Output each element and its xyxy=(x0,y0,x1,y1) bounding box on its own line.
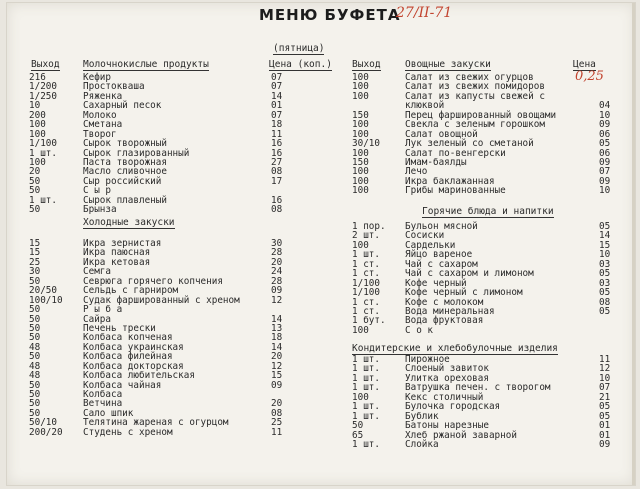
dairy-item-qty: 1 шт. xyxy=(29,147,57,159)
dairy-item-name: Кефир xyxy=(83,72,111,83)
dairy-item-qty: 10 xyxy=(29,100,41,112)
cold-item-price: 08 xyxy=(271,407,283,419)
confect-item-name: Кекс столичный xyxy=(405,391,484,403)
cold-item-qty: 30 xyxy=(29,266,41,278)
confect-item-name: Хлеб ржаной заварной xyxy=(405,429,517,441)
veg-qty-column xyxy=(352,73,380,196)
veg-item-price: 10 xyxy=(599,185,611,197)
cold-item-qty: 48 xyxy=(29,341,41,353)
cold-name-column xyxy=(83,239,240,437)
cold-item-qty: 25 xyxy=(29,256,41,268)
hot-item-qty: 100 xyxy=(352,239,369,251)
hot-item-price: 03 xyxy=(599,277,611,289)
confect-item-qty: 1 шт. xyxy=(352,438,380,450)
cold-item-name: Колбаса любительская xyxy=(83,370,195,382)
confect-item-qty: 50 xyxy=(352,420,364,432)
hot-item-price xyxy=(599,326,610,335)
confect-item-price: 11 xyxy=(599,354,611,365)
right-qty-header: Выход xyxy=(352,59,381,70)
dairy-item-qty: 1/200 xyxy=(29,81,57,93)
dairy-item-name: Масло сливочное xyxy=(83,166,167,178)
confect-item-name: Бублик xyxy=(405,410,439,422)
dairy-item-name: Сыр российский xyxy=(83,175,162,187)
confect-item-price: 09 xyxy=(599,438,611,450)
left-qty-header: Выход xyxy=(31,59,60,70)
veg-name-column xyxy=(405,73,556,196)
hot-item-price: 14 xyxy=(599,230,611,242)
dairy-item-price: 16 xyxy=(271,138,283,150)
confect-item-price: 01 xyxy=(599,420,611,432)
hot-item-name: Яйцо вареное xyxy=(405,249,473,261)
hot-item-name: Кофе черный xyxy=(405,277,467,289)
menu-title: МЕНЮ БУФЕТА xyxy=(259,6,401,24)
confect-item-qty: 100 xyxy=(352,391,369,403)
dairy-item-name: Творог xyxy=(83,128,117,140)
cold-item-name: Колбаса филейная xyxy=(83,351,173,363)
dairy-item-price: 17 xyxy=(271,175,283,187)
veg-item-name: Перец фаршированный овощами xyxy=(405,109,557,121)
dairy-item-price: 07 xyxy=(271,109,283,121)
hot-item-qty: 1 ст. xyxy=(352,268,380,280)
veg-item-qty: 100 xyxy=(352,166,369,178)
veg-item-name: Салат из капусты свежей с xyxy=(405,90,545,102)
cold-item-qty: 50/10 xyxy=(29,417,57,429)
dairy-item-qty: 100 xyxy=(29,128,46,140)
dairy-item-price: 18 xyxy=(271,119,283,131)
veg-item-name: Салат из свежих огурцов xyxy=(405,72,534,83)
cold-item-name: Колбаса докторская xyxy=(83,360,184,372)
hot-item-name: С о к xyxy=(405,324,433,336)
weekday-label: (пятница) xyxy=(273,43,325,54)
hot-item-price: 05 xyxy=(599,287,611,299)
cold-item-price: 28 xyxy=(271,275,283,287)
hot-item-name: Сосиски xyxy=(405,230,445,242)
cold-item-qty: 50 xyxy=(29,332,41,344)
dairy-item-qty: 100 xyxy=(29,119,46,131)
confect-item-name: Слоеный завиток xyxy=(405,363,489,375)
cold-item-qty: 100/10 xyxy=(29,294,63,306)
hot-item-name: Кофе черный с лимоном xyxy=(405,287,523,299)
cold-item-name: Ветчина xyxy=(83,398,123,410)
right-section-header: Овощные закуски xyxy=(405,59,491,70)
hot-item-qty: 1 ст. xyxy=(352,296,380,308)
hot-item-price: 08 xyxy=(599,296,611,308)
hot-item-name: Вода фруктовая xyxy=(405,315,484,327)
cold-item-qty: 48 xyxy=(29,360,41,372)
cold-item-name: Семга xyxy=(83,266,111,278)
confect-item-qty: 1 шт. xyxy=(352,401,380,413)
veg-item-name: Лечо xyxy=(405,166,428,178)
hot-item-price xyxy=(599,316,610,325)
cold-item-price: 14 xyxy=(271,341,283,353)
veg-item-price: 06 xyxy=(599,128,611,140)
cold-item-price: 20 xyxy=(271,398,283,410)
dairy-item-name: Простокваша xyxy=(83,81,145,93)
cold-item-qty: 50 xyxy=(29,275,41,287)
cold-item-name: Севрюга горячего копчения xyxy=(83,275,223,287)
confect-item-price: 05 xyxy=(599,401,611,413)
hot-item-price: 10 xyxy=(599,249,611,261)
dairy-item-price: 16 xyxy=(271,147,283,159)
veg-item-price: 06 xyxy=(599,147,611,159)
confect-item-name: Батоны нарезные xyxy=(405,420,489,432)
confect-item-price: 12 xyxy=(599,363,611,375)
cold-item-name: Колбаса xyxy=(83,389,123,400)
cold-item-name: Судак фаршированный с хреном xyxy=(83,294,240,306)
dairy-item-price: 07 xyxy=(271,72,283,83)
veg-item-name: Салат овощной xyxy=(405,128,478,140)
veg-item-qty: 30/10 xyxy=(352,138,380,150)
cold-item-name: Икра кетовая xyxy=(83,256,151,268)
left-price-header: Цена (коп.) xyxy=(269,59,332,70)
cold-item-price: 25 xyxy=(271,417,283,429)
cold-item-name: Сало шпик xyxy=(83,407,134,419)
dairy-item-price: 11 xyxy=(271,128,283,140)
hot-item-price: 15 xyxy=(599,239,611,251)
dairy-name-column xyxy=(83,73,189,215)
veg-item-name: клюквой xyxy=(405,100,445,112)
veg-item-price: 09 xyxy=(599,119,611,131)
confect-item-name: Улитка ореховая xyxy=(405,372,489,384)
confect-item-name: Булочка городская xyxy=(405,401,501,413)
veg-item-qty: 100 xyxy=(352,175,369,187)
hot-item-qty: 1 бут. xyxy=(352,315,386,327)
dairy-item-name: С ы р xyxy=(83,185,111,197)
cold-item-price: 14 xyxy=(271,313,283,325)
confect-item-price: 10 xyxy=(599,372,611,384)
veg-item-price: 04 xyxy=(599,100,611,112)
hot-item-qty: 1 ст. xyxy=(352,305,380,317)
veg-item-qty: 100 xyxy=(352,90,369,102)
veg-item-qty: 100 xyxy=(352,81,369,93)
hot-name-column xyxy=(405,222,534,335)
cold-item-name: Колбаса украинская xyxy=(83,341,184,353)
cold-item-price: 13 xyxy=(271,322,283,334)
confect-item-qty: 1 шт. xyxy=(352,372,380,384)
hot-item-price: 03 xyxy=(599,258,611,270)
cold-item-name: Сельдь с гарниром xyxy=(83,285,179,297)
veg-item-qty: 100 xyxy=(352,119,369,131)
hot-item-name: Чай с сахаром xyxy=(405,258,478,270)
veg-item-qty: 100 xyxy=(352,185,369,197)
confect-item-price: 21 xyxy=(599,391,611,403)
cold-item-qty: 50 xyxy=(29,389,41,400)
confect-item-name: Пирожное xyxy=(405,354,450,365)
cold-qty-column xyxy=(29,239,63,437)
cold-item-name: Икра зернистая xyxy=(83,238,162,249)
cold-item-qty: 15 xyxy=(29,247,41,259)
hot-item-qty: 1 шт. xyxy=(352,249,380,261)
confect-section-title: Кондитерские и хлебобулочные изделия xyxy=(352,343,558,354)
cold-item-name: Телятина жареная с огурцом xyxy=(83,417,229,429)
hot-item-name: Сардельки xyxy=(405,239,456,251)
cold-item-name: Колбаса копченая xyxy=(83,332,173,344)
cold-item-name: Студень с хреном xyxy=(83,426,173,438)
dairy-item-name: Сырок плавленый xyxy=(83,194,167,206)
hot-item-qty: 1 ст. xyxy=(352,258,380,270)
dairy-item-price: 14 xyxy=(271,90,283,102)
cold-item-price: 20 xyxy=(271,351,283,363)
confect-price-column xyxy=(599,355,610,449)
hot-item-qty: 1 пор. xyxy=(352,221,386,232)
veg-item-name: Салат из свежих помидоров xyxy=(405,81,545,93)
veg-item-qty: 100 xyxy=(352,128,369,140)
confect-qty-column xyxy=(352,355,380,449)
dairy-item-price: 16 xyxy=(271,194,283,206)
cold-item-qty: 50 xyxy=(29,407,41,419)
hot-item-price: 05 xyxy=(599,221,611,232)
right-price-header: Цена xyxy=(573,59,596,70)
confect-item-qty: 1 шт. xyxy=(352,410,380,422)
veg-item-name: Лук зеленый со сметаной xyxy=(405,138,534,150)
handwritten-price: 0,25 xyxy=(575,69,604,84)
confect-item-qty: 1 шт. xyxy=(352,354,380,365)
cold-section-title: Холодные закуски xyxy=(83,217,175,228)
veg-item-name: Свекла с зеленым горошком xyxy=(405,119,545,131)
cold-item-price: 12 xyxy=(271,294,283,306)
cold-item-name: Сайра xyxy=(83,313,111,325)
cold-item-price: 11 xyxy=(271,426,283,438)
confect-item-qty: 1 шт. xyxy=(352,382,380,394)
cold-item-qty: 50 xyxy=(29,379,41,391)
cold-item-name: Икра паюсная xyxy=(83,247,151,259)
veg-item-price: 09 xyxy=(599,175,611,187)
confect-item-price: 05 xyxy=(599,410,611,422)
hot-section-title: Горячие блюда и напитки xyxy=(422,206,554,217)
cold-item-price: 24 xyxy=(271,266,283,278)
veg-item-name: Салат по-венгерски xyxy=(405,147,506,159)
cold-price-column xyxy=(271,239,282,437)
hot-item-qty: 100 xyxy=(352,324,369,336)
dairy-price-column xyxy=(271,73,282,215)
cold-item-qty: 50 xyxy=(29,351,41,363)
hot-item-name: Бульон мясной xyxy=(405,221,478,232)
dairy-item-price: 08 xyxy=(271,166,283,178)
veg-item-name: Икра баклажанная xyxy=(405,175,495,187)
handwritten-date: 27/II-71 xyxy=(396,5,453,21)
hot-qty-column xyxy=(352,222,386,335)
dairy-item-name: Молоко xyxy=(83,109,117,121)
veg-item-price: 10 xyxy=(599,109,611,121)
cold-item-price: 12 xyxy=(271,360,283,372)
veg-item-price: 09 xyxy=(599,156,611,168)
hot-item-name: Чай с сахаром и лимоном xyxy=(405,268,534,280)
dairy-qty-column xyxy=(29,73,57,215)
hot-item-price: 05 xyxy=(599,268,611,280)
cold-item-price: 28 xyxy=(271,247,283,259)
hot-item-name: Кофе с молоком xyxy=(405,296,484,308)
paper-edge xyxy=(632,3,635,485)
hot-price-column xyxy=(599,222,610,335)
veg-price-column xyxy=(599,73,610,196)
dairy-item-price: 01 xyxy=(271,100,283,112)
cold-item-qty: 50 xyxy=(29,398,41,410)
dairy-item-name: Сахарный песок xyxy=(83,100,162,112)
cold-item-price: 09 xyxy=(271,285,283,297)
cold-item-qty: 50 xyxy=(29,313,41,325)
cold-item-qty: 48 xyxy=(29,370,41,382)
cold-item-price: 30 xyxy=(271,238,283,249)
cold-item-price: 09 xyxy=(271,379,283,391)
cold-item-qty: 15 xyxy=(29,238,41,249)
dairy-item-qty: 100 xyxy=(29,156,46,168)
cold-item-price: 15 xyxy=(271,370,283,382)
veg-item-price xyxy=(599,73,610,82)
cold-item-qty: 20/50 xyxy=(29,285,57,297)
cold-item-qty: 50 xyxy=(29,322,41,334)
confect-item-qty: 1 шт. xyxy=(352,363,380,375)
veg-item-price xyxy=(599,82,610,91)
hot-item-price: 05 xyxy=(599,305,611,317)
veg-item-name: Грибы маринованные xyxy=(405,185,506,197)
dairy-item-qty: 216 xyxy=(29,72,46,83)
cold-item-name: Печень трески xyxy=(83,322,156,334)
dairy-item-qty: 50 xyxy=(29,204,41,216)
dairy-item-name: Ряженка xyxy=(83,90,123,102)
dairy-item-qty: 50 xyxy=(29,185,41,197)
dairy-item-name: Паста творожная xyxy=(83,156,167,168)
menu-sheet xyxy=(6,2,636,486)
dairy-item-price: 27 xyxy=(271,156,283,168)
dairy-item-name: Сырок глазированный xyxy=(83,147,190,159)
dairy-item-qty: 50 xyxy=(29,175,41,187)
cold-item-price: 20 xyxy=(271,256,283,268)
dairy-item-name: Сырок творожный xyxy=(83,138,167,150)
hot-item-name: Вода минеральная xyxy=(405,305,495,317)
confect-item-name: Ватрушка печен. с творогом xyxy=(405,382,551,394)
confect-item-name: Слойка xyxy=(405,438,439,450)
veg-item-qty: 100 xyxy=(352,147,369,159)
confect-item-price: 01 xyxy=(599,429,611,441)
cold-item-qty: 200/20 xyxy=(29,426,63,438)
hot-item-qty: 2 шт. xyxy=(352,230,380,242)
hot-item-qty: 1/100 xyxy=(352,277,380,289)
cold-item-price: 18 xyxy=(271,332,283,344)
left-section-header: Молочнокислые продукты xyxy=(83,59,209,70)
dairy-item-qty: 1/100 xyxy=(29,138,57,150)
veg-item-price: 05 xyxy=(599,138,611,150)
cold-item-name: Р ы б а xyxy=(83,304,123,316)
dairy-item-qty: 20 xyxy=(29,166,41,178)
veg-item-name: Имам-баялды xyxy=(405,156,467,168)
confect-name-column xyxy=(405,355,551,449)
dairy-item-name: Брынза xyxy=(83,204,117,216)
dairy-item-name: Сметана xyxy=(83,119,123,131)
dairy-item-qty: 1/250 xyxy=(29,90,57,102)
veg-item-qty: 100 xyxy=(352,72,369,83)
veg-item-qty: 150 xyxy=(352,109,369,121)
dairy-item-price: 08 xyxy=(271,204,283,216)
confect-item-price: 07 xyxy=(599,382,611,394)
confect-item-qty: 65 xyxy=(352,429,364,441)
veg-item-price: 07 xyxy=(599,166,611,178)
cold-item-qty: 50 xyxy=(29,304,41,316)
dairy-item-qty: 200 xyxy=(29,109,46,121)
hot-item-qty: 1/100 xyxy=(352,287,380,299)
cold-item-name: Колбаса чайная xyxy=(83,379,162,391)
veg-item-qty: 150 xyxy=(352,156,369,168)
dairy-item-price: 07 xyxy=(271,81,283,93)
dairy-item-qty: 1 шт. xyxy=(29,194,57,206)
